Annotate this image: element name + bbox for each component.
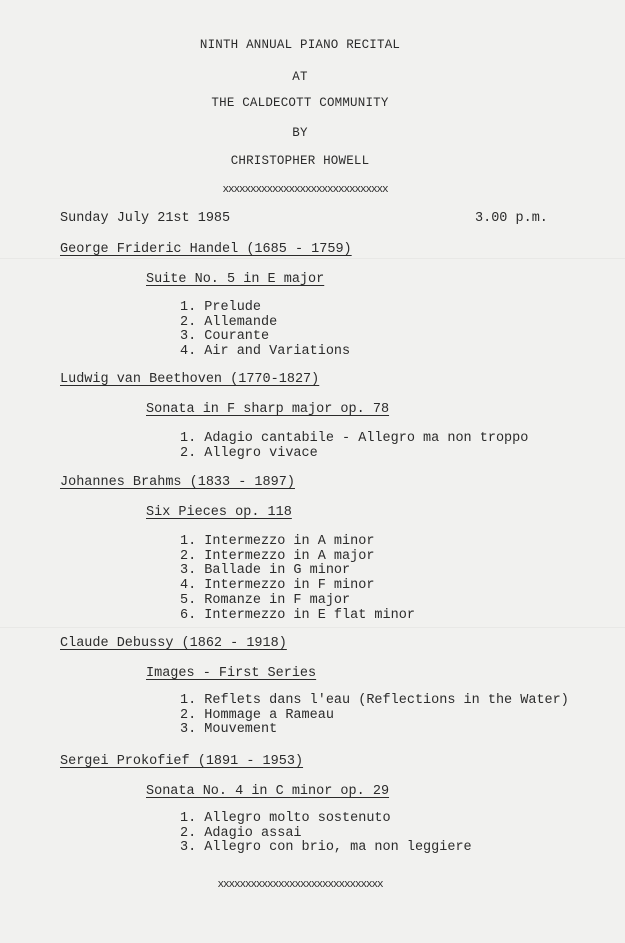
movement-item: 3. Allegro con brio, ma non leggiere bbox=[180, 840, 472, 856]
by-line: BY bbox=[292, 126, 308, 140]
movement-item: 1. Intermezzo in A minor bbox=[180, 534, 375, 549]
work-title: Images - First Series bbox=[146, 666, 317, 681]
concert-time: 3.00 p.m. bbox=[475, 211, 548, 226]
movement-item: 3. Courante bbox=[180, 329, 270, 345]
work-title: Six Pieces op. 118 bbox=[146, 505, 292, 520]
movement-item: 2. Adagio assai bbox=[180, 825, 302, 841]
movement-item: 6. Intermezzo in E flat minor bbox=[180, 607, 415, 623]
movement-item: 2. Allemande bbox=[180, 314, 278, 330]
movement-item: 3. Ballade in G minor bbox=[180, 563, 351, 579]
composer-heading: Johannes Brahms (1833 - 1897) bbox=[60, 475, 295, 490]
paper-fold bbox=[0, 627, 625, 628]
movement-item: 2. Allegro vivace bbox=[180, 445, 318, 461]
concert-date: Sunday July 21st 1985 bbox=[60, 211, 231, 226]
venue: THE CALDECOTT COMMUNITY bbox=[211, 96, 389, 110]
composer-heading: George Frideric Handel (1685 - 1759) bbox=[60, 242, 352, 257]
programme-title: NINTH ANNUAL PIANO RECITAL bbox=[199, 38, 401, 52]
paper-fold bbox=[0, 258, 625, 259]
composer-heading: Ludwig van Beethoven (1770-1827) bbox=[60, 372, 320, 387]
movement-item: 1. Adagio cantabile - Allegro ma non troppo bbox=[180, 431, 529, 446]
movement-item: 2. Intermezzo in A major bbox=[180, 548, 375, 564]
movement-item: 1. Allegro molto sostenuto bbox=[180, 811, 391, 826]
movement-list bbox=[180, 432, 528, 461]
movement-list bbox=[180, 694, 569, 738]
footer-separator: xxxxxxxxxxxxxxxxxxxxxxxxxxxxxx bbox=[217, 879, 383, 891]
performer: CHRISTOPHER HOWELL bbox=[230, 154, 370, 168]
movement-item: 3. Mouvement bbox=[180, 722, 278, 738]
movement-item: 5. Romanze in F major bbox=[180, 592, 351, 608]
movement-item: 1. Prelude bbox=[180, 300, 262, 315]
movement-item: 1. Reflets dans l'eau (Reflections in the Water) bbox=[180, 693, 569, 708]
work-title: Suite No. 5 in E major bbox=[146, 272, 325, 287]
movement-item: 4. Intermezzo in F minor bbox=[180, 578, 375, 594]
movement-item: 4. Air and Variations bbox=[180, 344, 351, 360]
work-title: Sonata in F sharp major op. 78 bbox=[146, 402, 390, 417]
movement-list bbox=[180, 301, 350, 360]
composer-heading: Sergei Prokofief (1891 - 1953) bbox=[60, 754, 304, 769]
movement-list bbox=[180, 535, 415, 623]
movement-list bbox=[180, 812, 472, 856]
header-separator: xxxxxxxxxxxxxxxxxxxxxxxxxxxxxx bbox=[222, 184, 388, 196]
work-title: Sonata No. 4 in C minor op. 29 bbox=[146, 784, 390, 799]
composer-heading: Claude Debussy (1862 - 1918) bbox=[60, 636, 287, 651]
movement-item: 2. Hommage a Rameau bbox=[180, 707, 334, 723]
at-line: AT bbox=[292, 70, 308, 84]
